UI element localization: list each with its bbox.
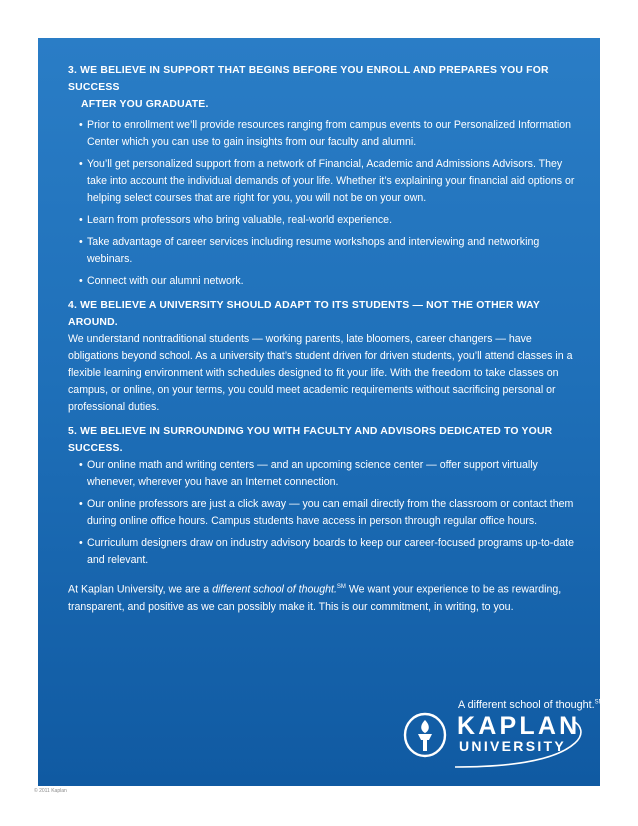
section-4-heading: 4. WE BELIEVE A UNIVERSITY SHOULD ADAPT TO ITS STUDENTS — NOT THE OTHER WAY AROUND. [68,300,540,328]
section-5 [68,423,578,569]
logo-wordmark: KAPLAN [457,712,581,740]
list-item: • Take advantage of career services including resume workshops and interviewing and networking webinars. [68,234,578,268]
copyright-notice: © 2011 Kaplan [34,788,67,794]
list-item: • Connect with our alumni network. [68,273,578,290]
logo-tagline: A different school of thought.℠ [458,699,604,711]
list-item: • Curriculum designers draw on industry advisory boards to keep our career-focused programs up-to-date and relevant. [68,535,578,569]
section-3 [68,62,578,290]
section-4 [68,297,578,416]
list-item: • Learn from professors who bring valuable, real-world experience. [68,212,578,229]
closing-paragraph: At Kaplan University, we are a different school of thought.℠ We want your experience to be as rewarding, transparent, and positive as we can possibly make it. This is our commitment, in writing, to you. [68,583,562,613]
list-item: • You’ll get personalized support from a network of Financial, Academic and Admissions Advisors. They take into account the individual demands of your life. Whether it’s explaining your financial aid options or helping select courses that are right for you, you will not be on your own. [68,156,578,207]
torch-icon [403,711,451,759]
section-3-heading: 3. WE BELIEVE IN SUPPORT THAT BEGINS BEFORE YOU ENROLL AND PREPARES YOU FOR SUCCESS AFTER YOU GRADUATE. [68,65,549,110]
blue-panel [38,38,604,786]
list-item: • Our online professors are just a click away — you can email directly from the classroom or contact them during online office hours. Campus students have access in person through regular office hours. [68,496,578,530]
commitment-content [68,62,578,616]
section-4-paragraph: We understand nontraditional students — working parents, late bloomers, career changers — have obligations beyond school. As a university that’s student driven for driven students, you’ll attend classes in a flexible learning environment with schedules designed to fit your life. With the freedom to take classes on campus, or online, on your terms, you could meet academic requirements without sacrificing personal or professional duties. [68,333,573,413]
logo-subwordmark: UNIVERSITY [459,738,567,754]
list-item: • Prior to enrollment we’ll provide resources ranging from campus events to our Personalized Information Center which you can use to gain insights from our faculty and alumni. [68,117,578,151]
section-3-bullets [68,117,578,290]
section-5-bullets [68,457,578,569]
list-item: • Our online math and writing centers — and an upcoming science center — offer support virtually whenever, wherever you have an Internet connection. [68,457,578,491]
section-5-heading: 5. WE BELIEVE IN SURROUNDING YOU WITH FACULTY AND ADVISORS DEDICATED TO YOUR SUCCESS. [68,426,553,454]
